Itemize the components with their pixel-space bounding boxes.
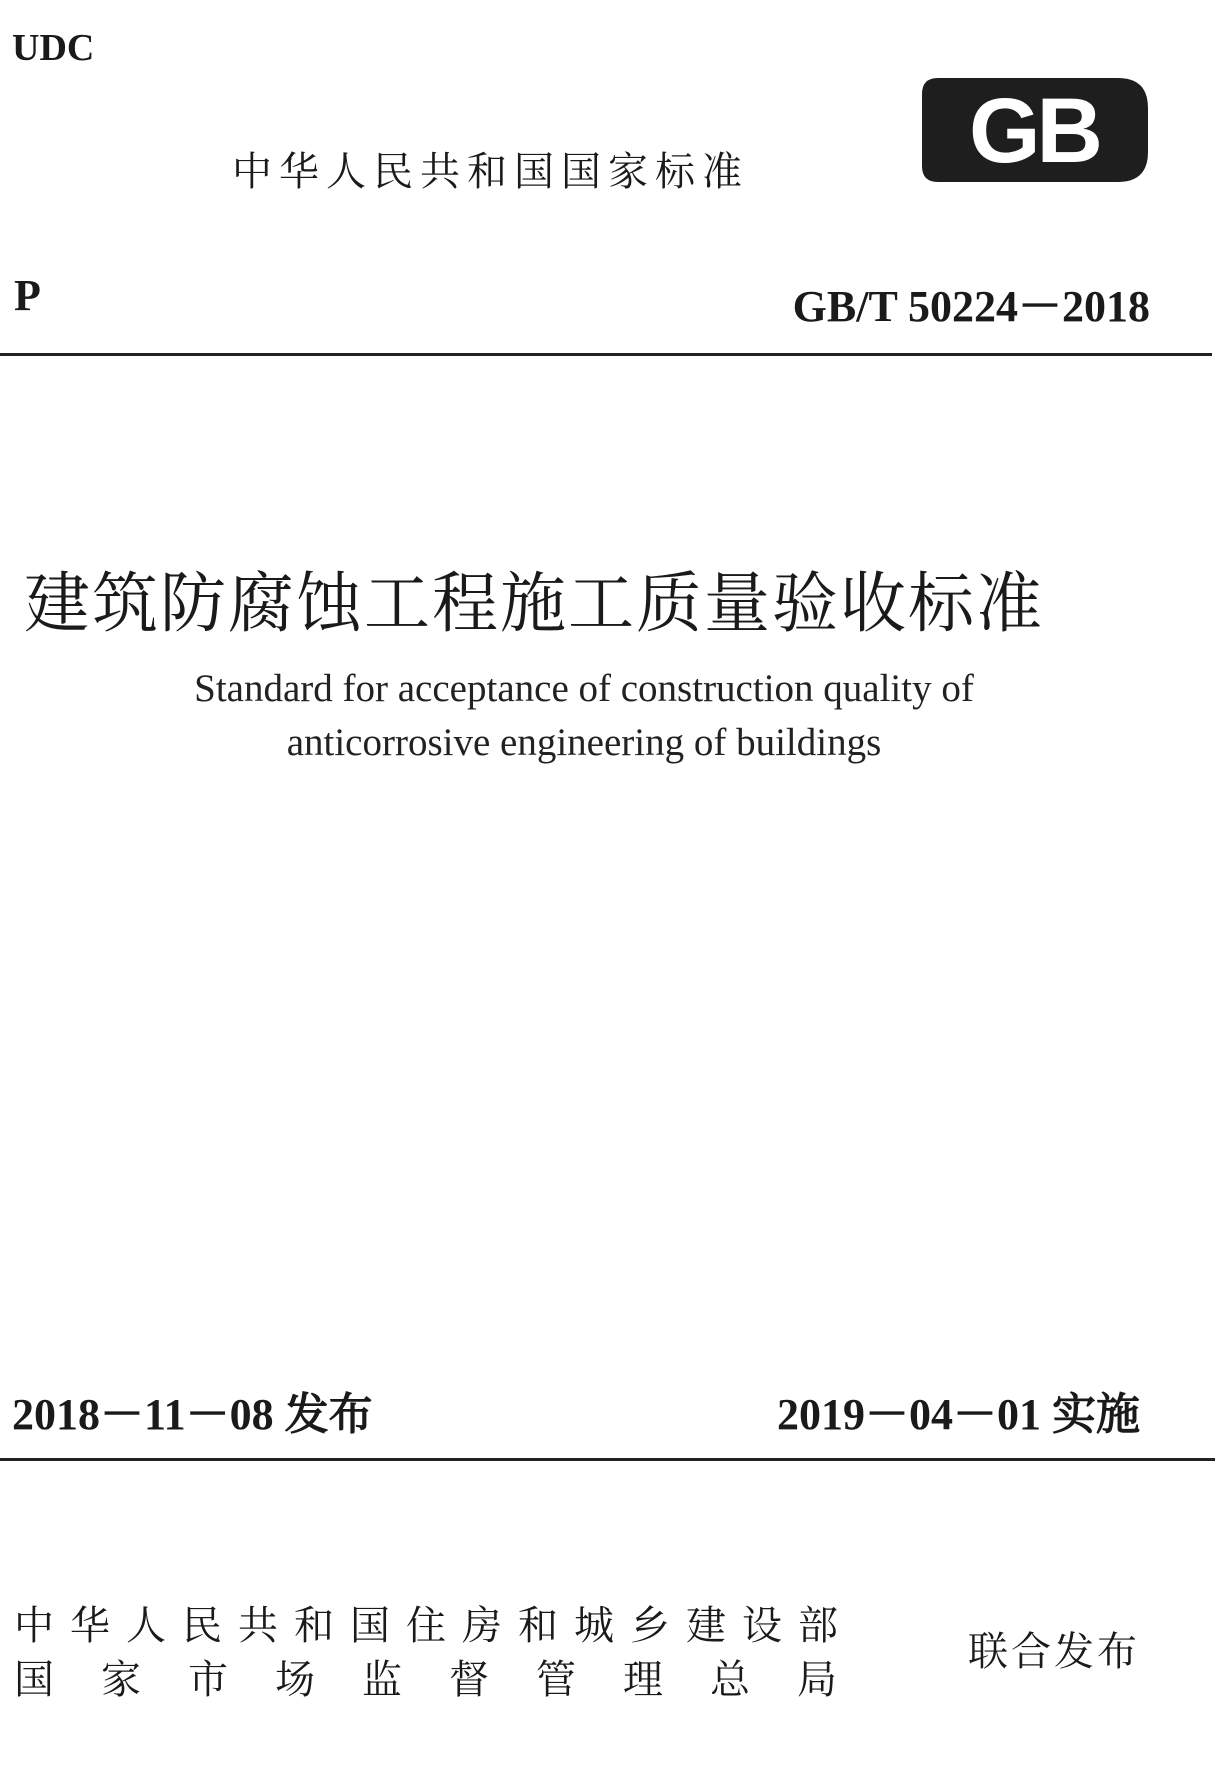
udc-label: UDC [12,27,95,69]
issuer-ministry: 中华人民共和国住房和城乡建设部 [14,1603,854,1649]
title-english-line-2: anticorrosive engineering of buildings [286,721,882,764]
standard-number: GB/T 50224－2018 [792,282,1150,331]
gb-logo-icon [918,70,1152,190]
header-divider [0,353,1212,356]
joint-issue-label: 联合发布 [968,1629,1140,1675]
effective-date: 2019－04－01 实施 [777,1390,1140,1439]
title-english-line-1: Standard for acceptance of construction quality of [194,667,974,710]
national-standard-heading: 中华人民共和国国家标准 [232,149,749,195]
issue-date: 2018－11－08 发布 [12,1390,373,1439]
footer-divider [0,1458,1215,1461]
title-chinese: 建筑防腐蚀工程施工质量验收标准 [24,565,1044,642]
gb-logo-text: GB [969,80,1099,182]
classification-code: P [14,271,41,320]
issuer-administration: 国家市场监督管理总局 [14,1657,884,1703]
